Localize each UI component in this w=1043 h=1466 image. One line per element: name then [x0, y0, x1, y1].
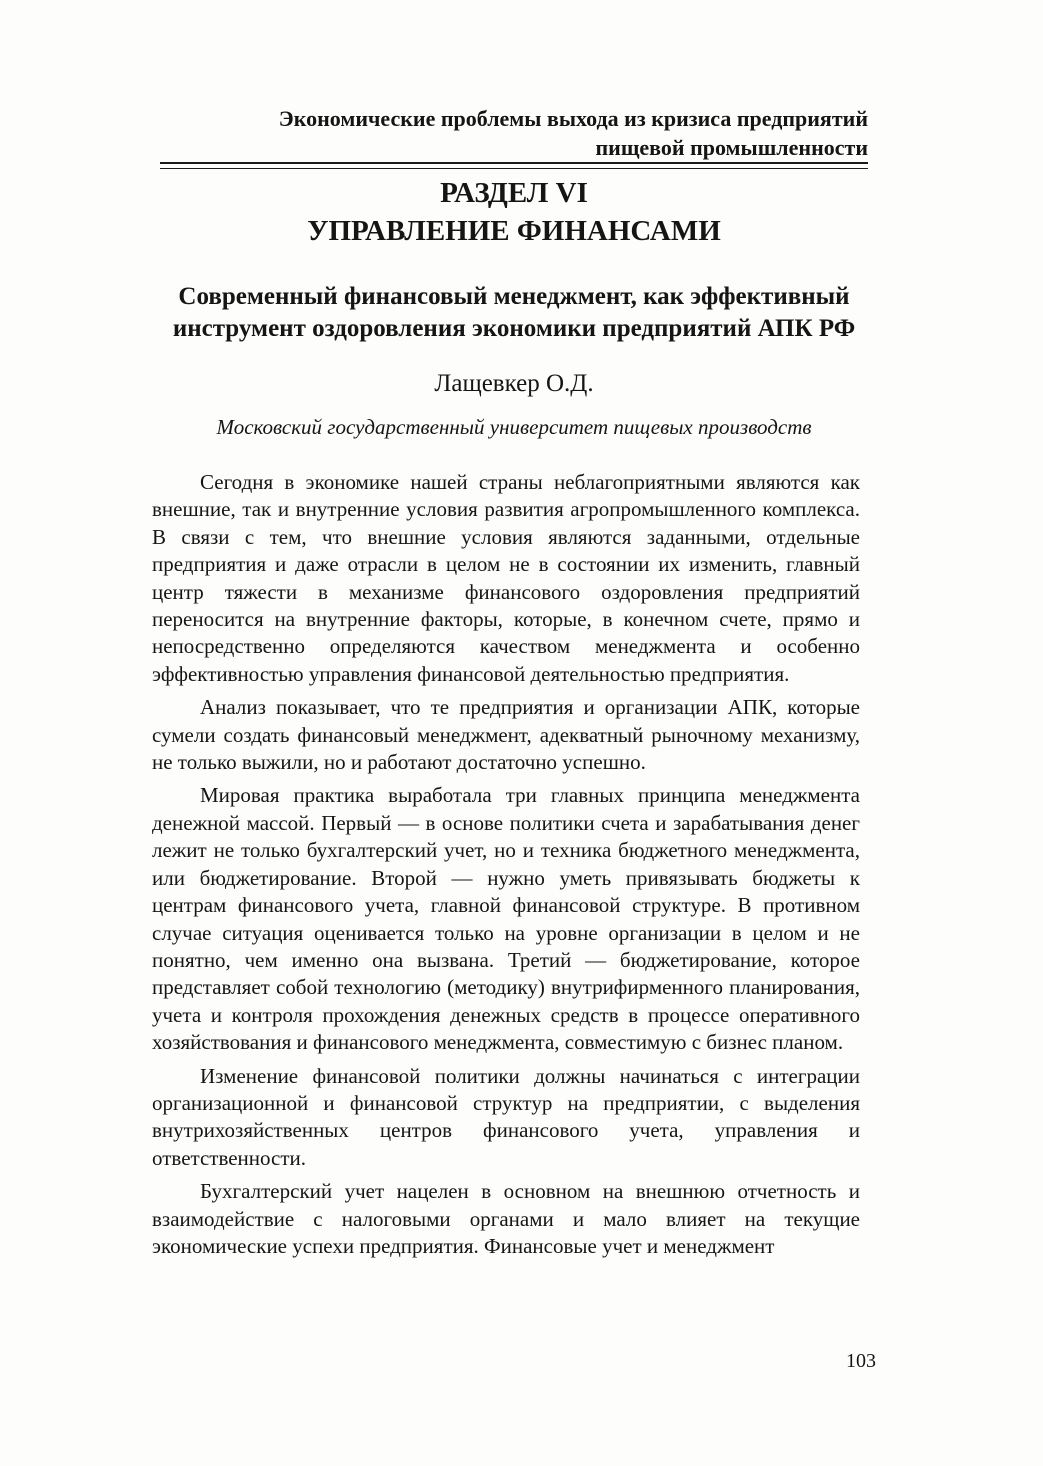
author-name: Лащевкер О.Д. — [434, 370, 594, 397]
body-paragraph: Мировая практика выработала три главных принципа менеджмента денежной массой. Первый — в основе политики счета и зарабатывания денег лежит не только бухгалтерский учет, но и техника бюджетного менеджмента, или бюджетирование. Второй — нужно уметь привязывать бюджеты к центрам финансового учета, главной финансовой структуре. В противном случае ситуация оценивается только на уровне организации в целом и не понятно, чем именно она вызвана. Третий — бюджетирование, которое представляет собой технологию (методику) внутрифирменного планирования, учета и контроля прохождения денежных средств в процессе оперативного хозяйствования и финансового менеджмента, совместимую с бизнес планом. — [152, 783, 860, 1055]
running-header — [160, 104, 868, 162]
section-title: УПРАВЛЕНИЕ ФИНАНСАМИ — [307, 215, 721, 247]
page-number: 103 — [846, 1350, 876, 1372]
running-header-line-2: пищевой промышленности — [595, 135, 868, 160]
article-title-line-2: инструмент оздоровления экономики предприятий АПК РФ — [172, 315, 856, 342]
article-title — [160, 281, 868, 345]
author-affiliation: Московский государственный университет пищевых производств — [216, 415, 812, 439]
body-paragraph: Анализ показывает, что те предприятия и организации АПК, которые сумели создать финансовый менеджмент, адекватный рыночному механизму, не только выжили, но и работают достаточно успешно. — [152, 695, 860, 775]
article-body — [152, 469, 860, 1266]
header-rule-thick — [160, 162, 868, 164]
section-heading — [160, 174, 868, 250]
body-paragraph: Бухгалтерский учет нацелен в основном на внешнюю отчетность и взаимодействие с налоговыми органами и мало влияет на текущие экономические успехи предприятия. Финансовые учет и менеджмент — [152, 1179, 860, 1258]
running-header-line-1: Экономические проблемы выхода из кризиса предприятий — [278, 106, 868, 131]
body-paragraph: Изменение финансовой политики должны начинаться с интеграции организационной и финансовой структур на предприятии, с выделения внутрихозяйственных центров финансового учета, управления и ответственности. — [152, 1063, 860, 1170]
section-number: РАЗДЕЛ VI — [440, 177, 588, 209]
header-rule-thin — [160, 168, 868, 169]
body-paragraph: Сегодня в экономике нашей страны неблагоприятными являются как внешние, так и внутренние условия развития агропромышленного комплекса. В связи с тем, что внешние условия являются заданными, отдельные предприятия и даже отрасли в целом не в состоянии их изменить, главный центр тяжести в механизме финансового оздоровления предприятий переносится на внутренние факторы, которые, в конечном счете, прямо и непосредственно определяются качеством менеджмента и особенно эффективностью управления финансовой деятельностью предприятия. — [152, 470, 860, 686]
article-title-line-1: Современный финансовый менеджмент, как эффективный — [178, 283, 850, 310]
